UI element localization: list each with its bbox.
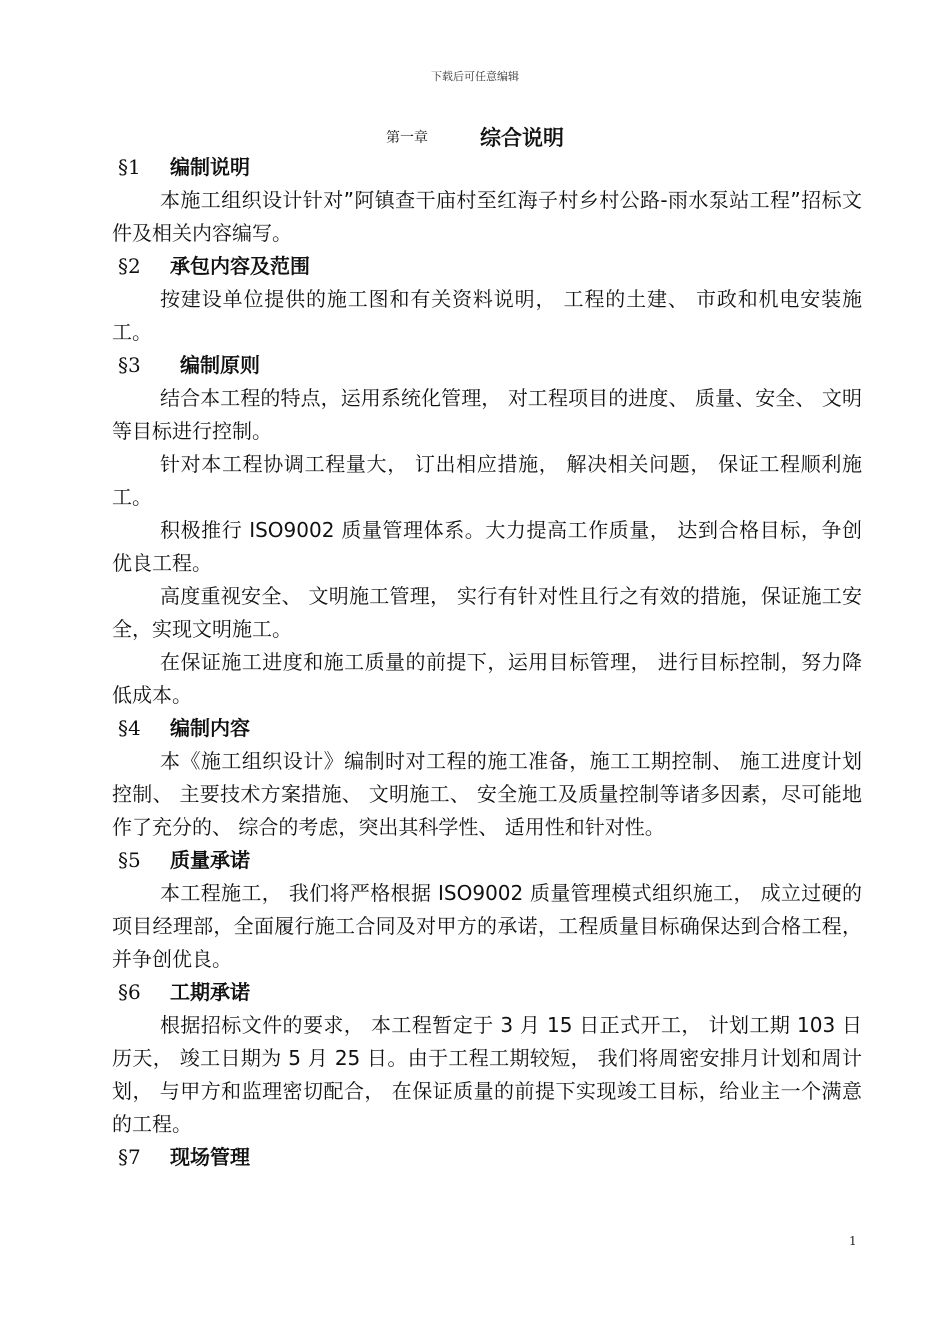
paragraph: 在保证施工进度和施工质量的前提下，运用目标管理， 进行目标控制，努力降低成本。: [112, 650, 862, 707]
section-heading: [112, 250, 862, 283]
section-7: [112, 1141, 862, 1174]
paragraph: 高度重视安全、 文明施工管理， 实行有针对性且行之有效的措施，保证施工安全，实现文明施工。: [112, 584, 862, 641]
section-1: [112, 151, 862, 250]
section-heading: [112, 349, 862, 382]
section-number: §3: [118, 353, 141, 377]
section-title: 编制说明: [170, 155, 250, 179]
section-heading: [112, 844, 862, 877]
paragraph: 针对本工程协调工程量大， 订出相应措施， 解决相关问题， 保证工程顺利施工。: [112, 452, 862, 509]
section-title: 编制原则: [180, 353, 260, 377]
page-number: 1: [849, 1234, 857, 1248]
chapter-name: 综合说明: [480, 126, 564, 150]
section-title: 现场管理: [170, 1145, 250, 1169]
section-heading: [112, 151, 862, 184]
paragraph: 根据招标文件的要求， 本工程暂定于 3 月 15 日正式开工， 计划工期 103 日历天， 竣工日期为 5 月 25 日。由于工程工期较短， 我们将周密安排月计划和周计划， 与甲方和监理密切配合， 在保证质量的前提下实现竣工目标，给业主一个满意的工程。: [112, 1013, 862, 1136]
section-number: §4: [118, 716, 141, 740]
section-4: [112, 712, 862, 844]
section-number: §5: [118, 848, 141, 872]
section-number: §2: [118, 254, 141, 278]
section-title: 工期承诺: [170, 980, 250, 1004]
chapter-number: 第一章: [386, 130, 428, 146]
section-title: 承包内容及范围: [170, 254, 310, 278]
section-number: §7: [118, 1145, 141, 1169]
section-number: §6: [118, 980, 141, 1004]
section-heading: [112, 976, 862, 1009]
section-5: [112, 844, 862, 976]
paragraph: 本《施工组织设计》编制时对工程的施工准备，施工工期控制、 施工进度计划控制、 主要技术方案措施、 文明施工、 安全施工及质量控制等诸多因素，尽可能地作了充分的、 综合的考虑，突出其科学性、 适用性和针对性。: [112, 749, 862, 839]
section-title: 编制内容: [170, 716, 250, 740]
section-6: [112, 976, 862, 1141]
section-title: 质量承诺: [170, 848, 250, 872]
section-number: §1: [118, 155, 141, 179]
paragraph: 结合本工程的特点，运用系统化管理， 对工程项目的进度、 质量、安全、 文明等目标进行控制。: [112, 386, 862, 443]
paragraph: 本施工组织设计针对”阿镇查干庙村至红海子村乡村公路-雨水泵站工程”招标文件及相关内容编写。: [112, 188, 862, 245]
chapter-title: [0, 122, 950, 152]
header-note: 下载后可任意编辑: [431, 70, 519, 83]
section-heading: [112, 712, 862, 745]
paragraph: 按建设单位提供的施工图和有关资料说明， 工程的土建、 市政和机电安装施工。: [112, 287, 862, 344]
document-body: [112, 151, 862, 1174]
section-2: [112, 250, 862, 349]
section-heading: [112, 1141, 862, 1174]
section-3: [112, 349, 862, 712]
paragraph: 本工程施工， 我们将严格根据 ISO9002 质量管理模式组织施工， 成立过硬的项目经理部，全面履行施工合同及对甲方的承诺，工程质量目标确保达到合格工程， 并争创优良。: [112, 881, 862, 971]
paragraph: 积极推行 ISO9002 质量管理体系。大力提高工作质量， 达到合格目标，争创优良工程。: [112, 518, 862, 575]
